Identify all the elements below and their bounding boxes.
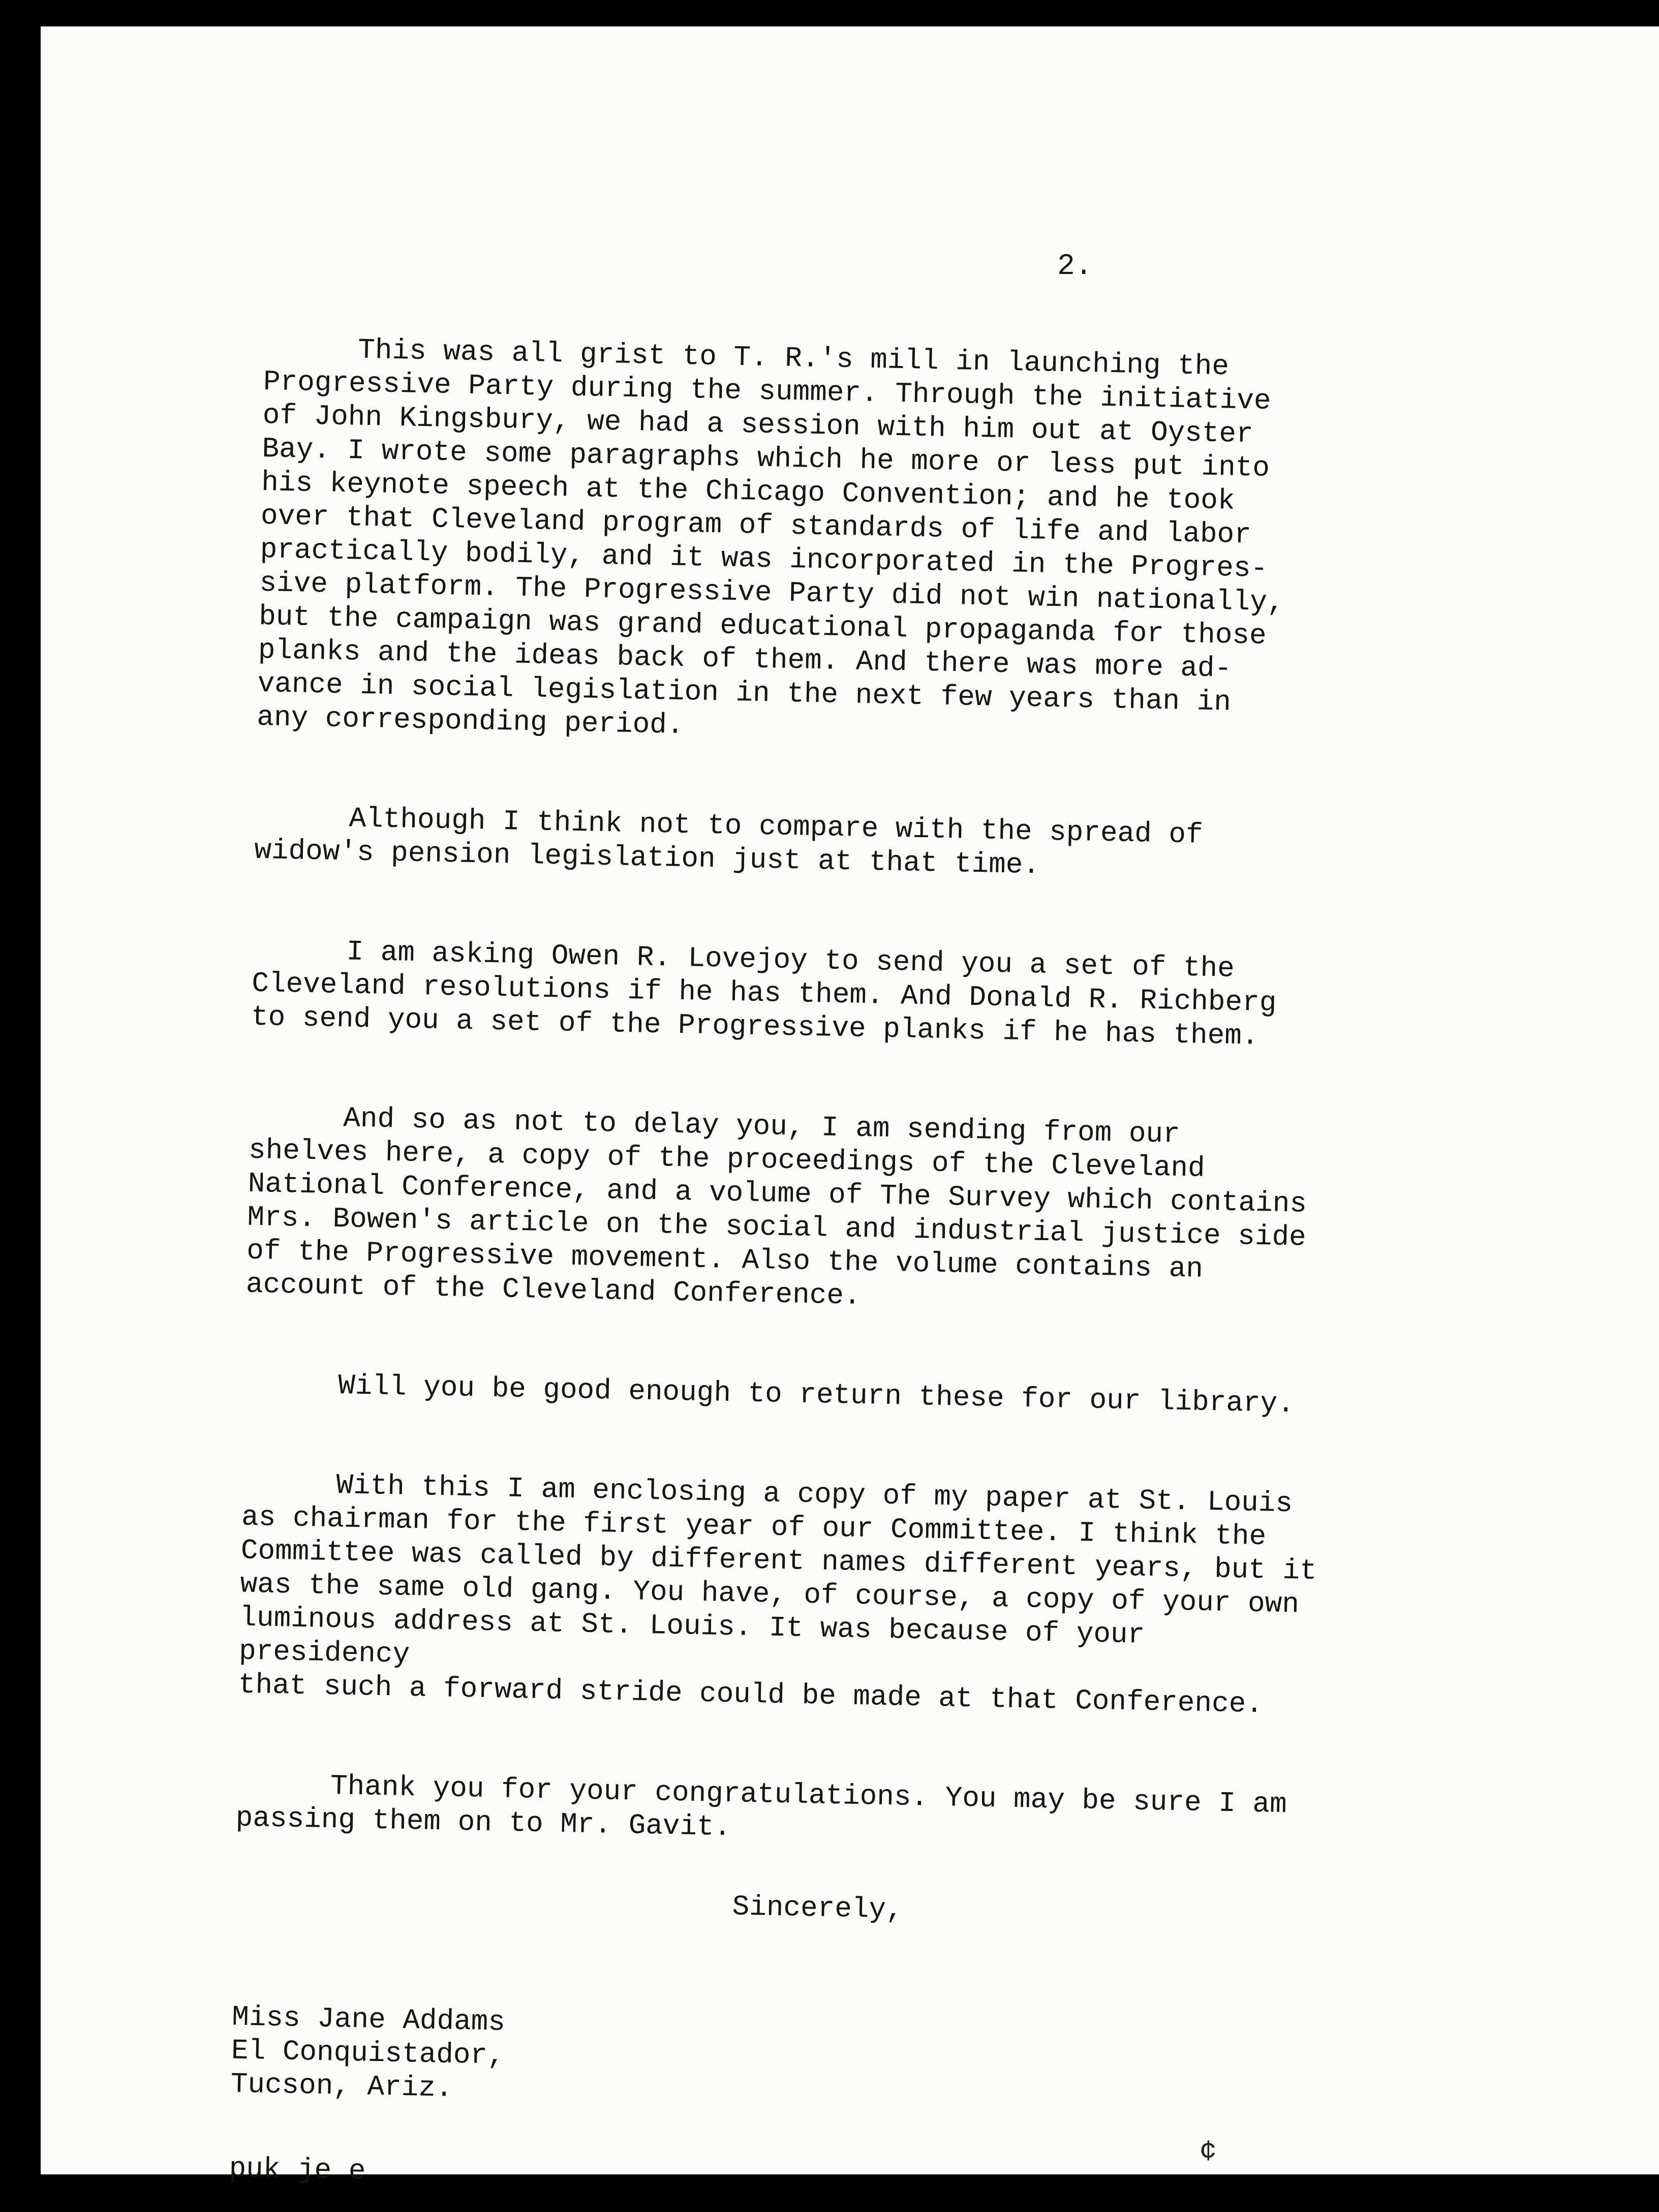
corner-mark: ¢: [1200, 2136, 1217, 2168]
letter-body: [229, 331, 1342, 2206]
typist-initials: puk je e: [228, 2152, 366, 2188]
paragraph-st-louis-paper: With this I am enclosing a copy of my paper at St. Louis as chairman for the first year of our Committee. I think the Committee was called by different names different years, but it was the same old gang. You have, of course, a copy of your own luminous address at St. Louis. It was because of your presidency that such a forward stride could be made at that Conference.: [238, 1469, 1317, 1721]
paragraph-thanks: Thank you for your congratulations. You may be sure I am passing them on to Mr. Gavit.: [235, 1770, 1287, 1844]
paragraph-return-request: Will you be good enough to return these for our library.: [337, 1369, 1295, 1421]
closing: Sincerely,: [732, 1890, 904, 1926]
paragraph-progressive-party: This was all grist to T. R.'s mill in launching the Progressive Party during the summer. Through the initiative of John Kingsbury, we had a session with him out at Oyster Bay. I wrote some paragraphs which he more or less put into his keynote speech at the Chicago Convention; and he took over that Cleveland program of standards of life and labor practically bodily, and it was incorporated in the Progres- sive platform. The Progressive Party did not win nationally, but the campaign was grand educational propaganda for those planks and the ideas back of them. And there was more ad- vance in social legislation in the next few years than in any corresponding period.: [256, 333, 1285, 742]
paragraph-sending-proceedings: And so as not to delay you, I am sending from our shelves here, a copy of the proceedings of the Cleveland National Conference, and a volume of The Survey which contains Mrs. Bowen's article on the social and industrial justice side of the Progressive movement. Also the volume contains an account of the Cleveland Conference.: [245, 1102, 1307, 1312]
paragraph-resolutions-request: I am asking Owen R. Lovejoy to send you a set of the Cleveland resolutions if he has them. And Donald R. Richberg to send you a set of the Progressive planks if he has them.: [251, 935, 1277, 1053]
recipient-address: Miss Jane Addams El Conquistador, Tucson, Ariz.: [230, 2001, 506, 2105]
letter-page: [41, 26, 1659, 2188]
paragraph-widows-pension: Although I think not to compare with the spread of widow's pension legislation just at that time.: [254, 802, 1204, 882]
page-number: 2.: [1057, 250, 1093, 283]
